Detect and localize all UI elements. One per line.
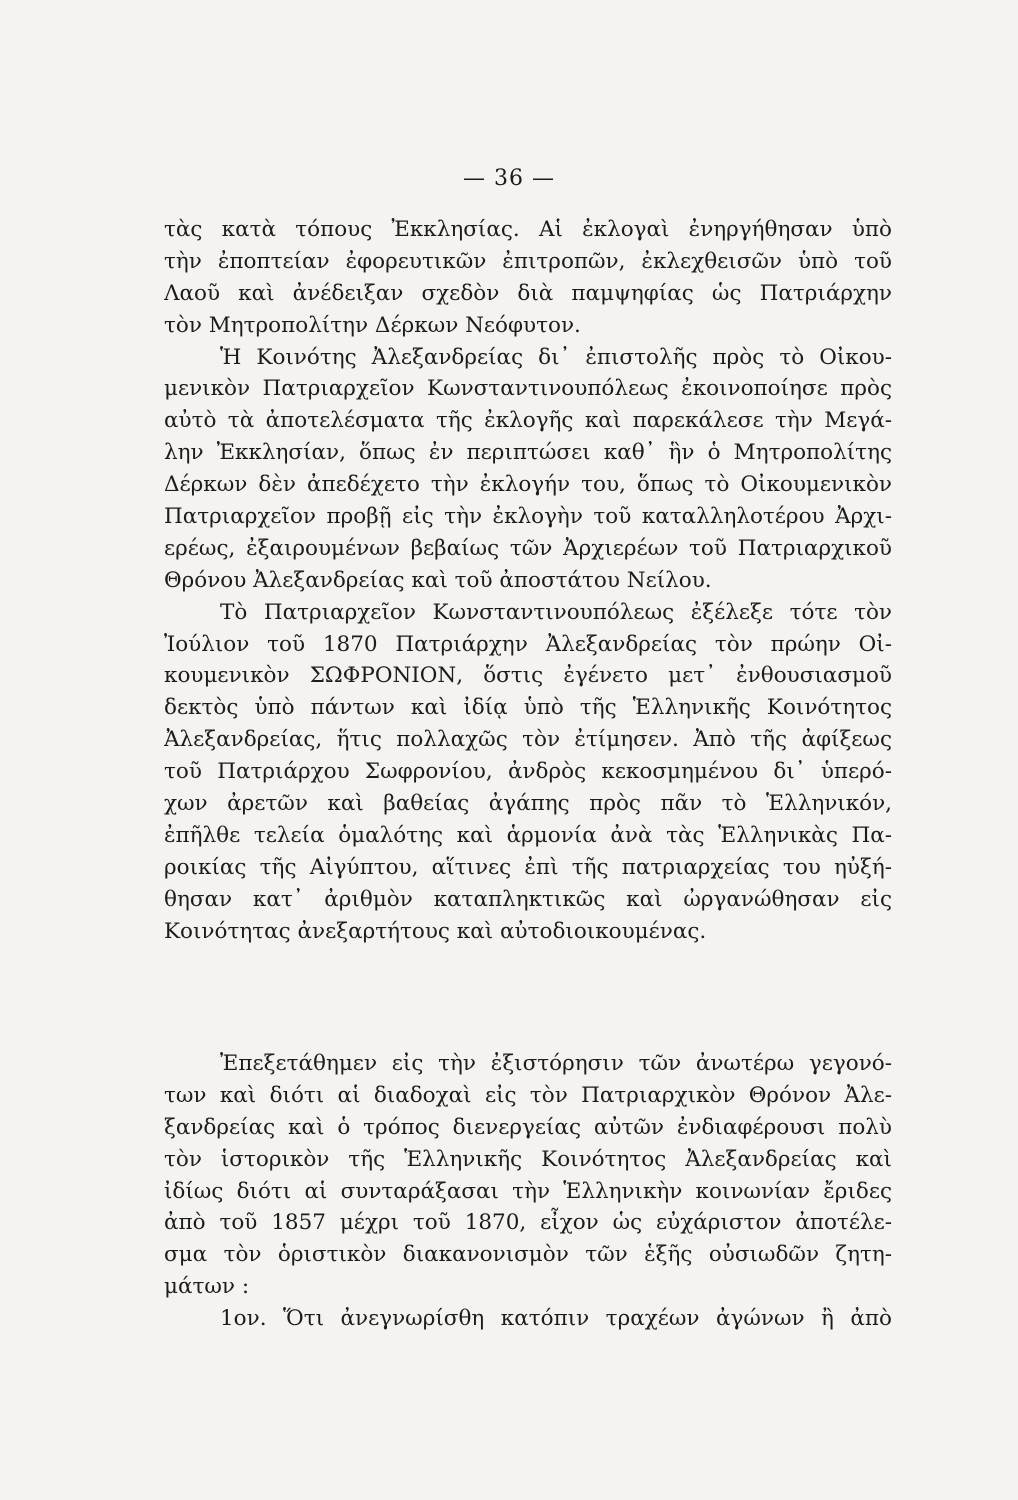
text-line: Θρόνου Ἀλεξανδρείας καὶ τοῦ ἀποστάτου Νείλου. bbox=[164, 567, 712, 593]
text-line: Κοινότητας ἀνεξαρτήτους καὶ αὐτοδιοικουμένας. bbox=[164, 918, 707, 944]
text-line: μάτων : bbox=[164, 1274, 250, 1300]
text-line: ἐπῆλθε τελεία ὁμαλότης καὶ ἁρμονία ἀνὰ τὰς Ἑλληνικὰς Πα- bbox=[164, 822, 892, 848]
text-line: Ἀλεξανδρείας, ἥτις πολλαχῶς τὸν ἐτίμησεν. Ἀπὸ τῆς ἀφίξεως bbox=[164, 727, 892, 753]
text-line: Δέρκων δὲν ἀπεδέχετο τὴν ἐκλογήν του, ὅπως τὸ Οἰκουμενικὸν bbox=[164, 472, 892, 498]
text-line: ἰδίως διότι αἱ συνταράξασαι τὴν Ἑλληνικὴν κοινωνίαν ἔριδες bbox=[164, 1178, 892, 1204]
text-line: ροικίας τῆς Αἰγύπτου, αἵτινες ἐπὶ τῆς πατριαρχείας του ηὐξή- bbox=[164, 854, 892, 880]
text-line: θησαν κατ᾽ ἀριθμὸν καταπληκτικῶς καὶ ὠργανώθησαν εἰς bbox=[164, 886, 892, 912]
text-line: τὴν ἐποπτείαν ἐφορευτικῶν ἐπιτροπῶν, ἐκλεχθεισῶν ὑπὸ τοῦ bbox=[164, 248, 892, 274]
text-line: τὸν ἱστορικὸν τῆς Ἑλληνικῆς Κοινότητος Ἀλεξανδρείας καὶ bbox=[164, 1146, 892, 1172]
section-2-text bbox=[164, 1048, 892, 1335]
text-line: μενικὸν Πατριαρχεῖον Κωνσταντινουπόλεως ἐκοινοποίησε πρὸς bbox=[164, 376, 892, 402]
text-line: τὰς κατὰ τόπους Ἐκκλησίας. Αἱ ἐκλογαὶ ἐνηργήθησαν ὑπὸ bbox=[164, 217, 892, 242]
page-number: — 36 — bbox=[463, 166, 555, 191]
paragraph-start-line: Ἐπεξετάθημεν εἰς τὴν ἐξιστόρησιν τῶν ἀνωτέρω γεγονό- bbox=[220, 1051, 892, 1076]
text-line: ξανδρείας καὶ ὁ τρόπος διενεργείας αὐτῶν ἐνδιαφέρουσι πολὺ bbox=[164, 1114, 892, 1140]
text-line: τὸν Μητροπολίτην Δέρκων Νεόφυτον. bbox=[164, 312, 581, 338]
text-line: σμα τὸν ὁριστικὸν διακανονισμὸν τῶν ἑξῆς οὐσιωδῶν ζητη- bbox=[164, 1242, 892, 1268]
text-line: αὐτὸ τὰ ἀποτελέσματα τῆς ἐκλογῆς καὶ παρεκάλεσε τὴν Μεγά- bbox=[164, 408, 892, 434]
text-line: Πατριαρχεῖον προβῇ εἰς τὴν ἐκλογὴν τοῦ καταλληλοτέρου Ἀρχι- bbox=[164, 504, 892, 530]
text-line: Λαοῦ καὶ ἀνέδειξαν σχεδὸν διὰ παμψηφίας ὡς Πατριάρχην bbox=[164, 280, 892, 306]
text-line: ερέως, ἐξαιρουμένων βεβαίως τῶν Ἀρχιερέων τοῦ Πατριαρχικοῦ bbox=[164, 535, 892, 561]
paragraph-start-line: Τὸ Πατριαρχεῖον Κωνσταντινουπόλεως ἐξέλεξε τότε τὸν bbox=[220, 599, 892, 625]
text-line: τοῦ Πατριάρχου Σωφρονίου, ἀνδρὸς κεκοσμημένου δι᾽ ὑπερό- bbox=[164, 759, 892, 785]
text-line: χων ἀρετῶν καὶ βαθείας ἀγάπης πρὸς πᾶν τὸ Ἑλληνικόν, bbox=[164, 791, 892, 817]
text-line: των καὶ διότι αἱ διαδοχαὶ εἰς τὸν Πατριαρχικὸν Θρόνον Ἀλε- bbox=[164, 1082, 892, 1108]
text-line: δεκτὸς ὑπὸ πάντων καὶ ἰδίᾳ ὑπὸ τῆς Ἑλληνικῆς Κοινότητος bbox=[164, 695, 892, 721]
section-1-text bbox=[164, 214, 892, 947]
text-line: κουμενικὸν ΣΩΦΡΟΝΙΟΝ, ὅστις ἐγένετο μετ᾽ ἐνθουσιασμοῦ bbox=[164, 663, 892, 689]
text-line: ἀπὸ τοῦ 1857 μέχρι τοῦ 1870, εἶχον ὡς εὐχάριστον ἀποτέλε- bbox=[164, 1210, 892, 1236]
list-item-line: 1ον. Ὅτι ἀνεγνωρίσθη κατόπιν τραχέων ἀγώνων ἢ ἀπὸ bbox=[220, 1306, 892, 1332]
text-line: λην Ἐκκλησίαν, ὅπως ἐν περιπτώσει καθ᾽ ἣν ὁ Μητροπολίτης bbox=[164, 440, 892, 466]
text-line: Ἰούλιον τοῦ 1870 Πατριάρχην Ἀλεξανδρείας τὸν πρώην Οἰ- bbox=[164, 631, 892, 657]
paragraph-start-line: Ἡ Κοινότης Ἀλεξανδρείας δι᾽ ἐπιστολῆς πρὸς τὸ Οἰκου- bbox=[220, 344, 892, 370]
